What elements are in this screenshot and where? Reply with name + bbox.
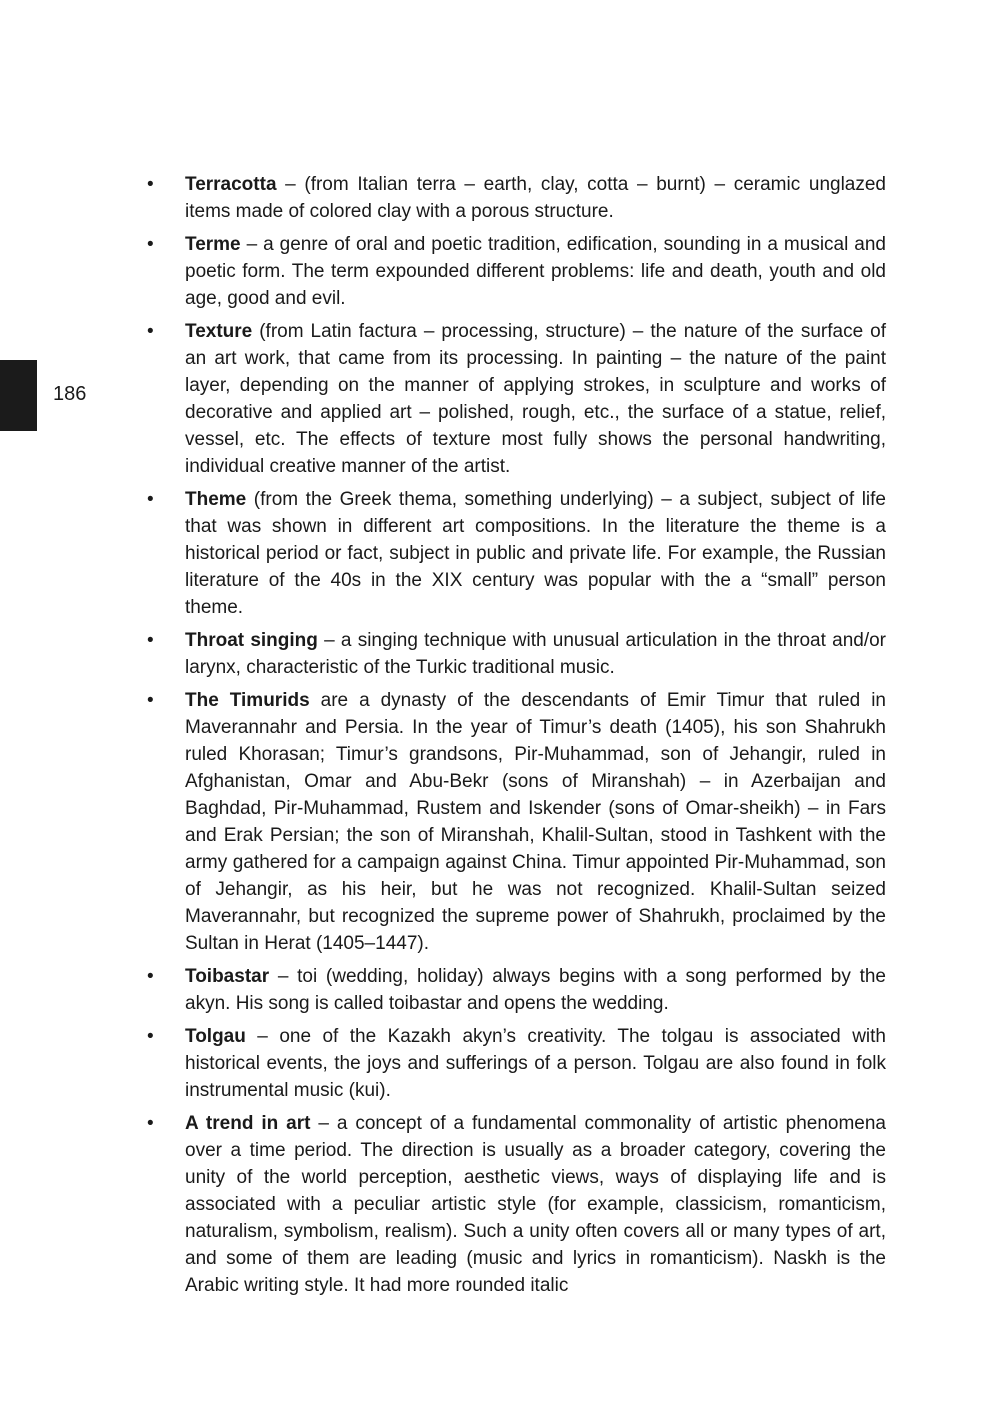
bullet-icon: • [147,630,154,651]
entry-text: – a concept of a fundamental commonality of artistic phenomena over a time period. The direction is usually as a broader category, covering the unity of the world perception, aesthetic views, ways of displaying life and is associated with a peculiar artistic style (for example, classicism, romanticism, naturalism, symbolism, realism). Such a unity often covers all or many types of art, and some of them are leading (music and lyrics in romanticism). Naskh is the Arabic writing style. It had more rounded italic [185,1113,886,1296]
bullet-icon: • [147,174,154,195]
glossary-entry [145,486,886,621]
entry-text: are a dynasty of the descendants of Emir Timur that ruled in Maverannahr and Persia. In the year of Timur’s death (1405), his son Shahrukh ruled Khorasan; Timur’s grandsons, Pir-Muhammad, son of Jehangir, ruled in Afghanistan, Omar and Abu-Bekr (sons of Miranshah) – in Azerbaijan and Baghdad, Pir-Muhammad, Rustem and Iskender (sons of Omar-sheikh) – in Fars and Erak Persian; the son of Miranshah, Khalil-Sultan, stood in Tashkent with the army gathered for a campaign against China. Timur appointed Pir-Muhammad, son of Jehangir, as his heir, but he was not recognized. Khalil-Sultan seized Maverannahr, but recognized the supreme power of Shahrukh, proclaimed by the Sultan in Herat (1405–1447). [185,690,887,954]
bullet-icon: • [147,234,154,255]
glossary-entry [145,627,886,681]
entry-term: Terracotta [185,174,277,195]
page-number: 186 [53,383,87,405]
bullet-icon: • [147,966,154,987]
glossary-entry [145,318,886,480]
entry-text: – (from Italian terra – earth, clay, cotta – burnt) – ceramic unglazed items made of colored clay with a porous structure. [185,174,886,222]
entry-text: – a genre of oral and poetic tradition, edification, sounding in a musical and poetic form. The term expounded different problems: life and death, youth and old age, good and evil. [185,234,886,309]
glossary-entry [145,1110,886,1299]
entry-text: (from the Greek thema, something underlying) – a subject, subject of life that was shown in different art compositions. In the literature the theme is a historical period or fact, subject in public and private life. For example, the Russian literature of the 40s in the XIX century was popular with the a “small” person theme. [185,489,886,618]
entry-term: Texture [185,321,253,342]
page-edge-tab [0,360,37,431]
glossary-list [145,171,886,1305]
entry-text: (from Latin factura – processing, structure) – the nature of the surface of an art work, that came from its processing. In painting – the nature of the paint layer, depending on the manner of applying strokes, in sculpture and works of decorative and applied art – polished, rough, etc., the surface of a statue, relief, vessel, etc. The effects of texture most fully shows the personal handwriting, individual creative manner of the artist. [185,321,886,477]
entry-term: Terme [185,234,241,255]
entry-text: – toi (wedding, holiday) always begins with a song performed by the akyn. His song is called toibastar and opens the wedding. [185,966,886,1014]
glossary-entry [145,1023,886,1104]
glossary-entry [145,171,886,225]
entry-term: Toibastar [185,966,270,987]
entry-term: A trend in art [185,1113,311,1134]
bullet-icon: • [147,489,154,510]
glossary-entry [145,963,886,1017]
bullet-icon: • [147,1113,154,1134]
entry-term: The Timurids [185,690,310,711]
entry-text: – a singing technique with unusual articulation in the throat and/or larynx, characteristic of the Turkic traditional music. [185,630,887,678]
bullet-icon: • [147,321,154,342]
glossary-entry [145,231,886,312]
entry-term: Throat singing [185,630,318,651]
glossary-entry [145,687,886,957]
bullet-icon: • [147,1026,154,1047]
bullet-icon: • [147,690,154,711]
entry-term: Tolgau [185,1026,246,1047]
entry-text: – one of the Kazakh akyn’s creativity. The tolgau is associated with historical events, the joys and sufferings of a person. Tolgau are also found in folk instrumental music (kui). [185,1026,886,1101]
entry-term: Theme [185,489,247,510]
